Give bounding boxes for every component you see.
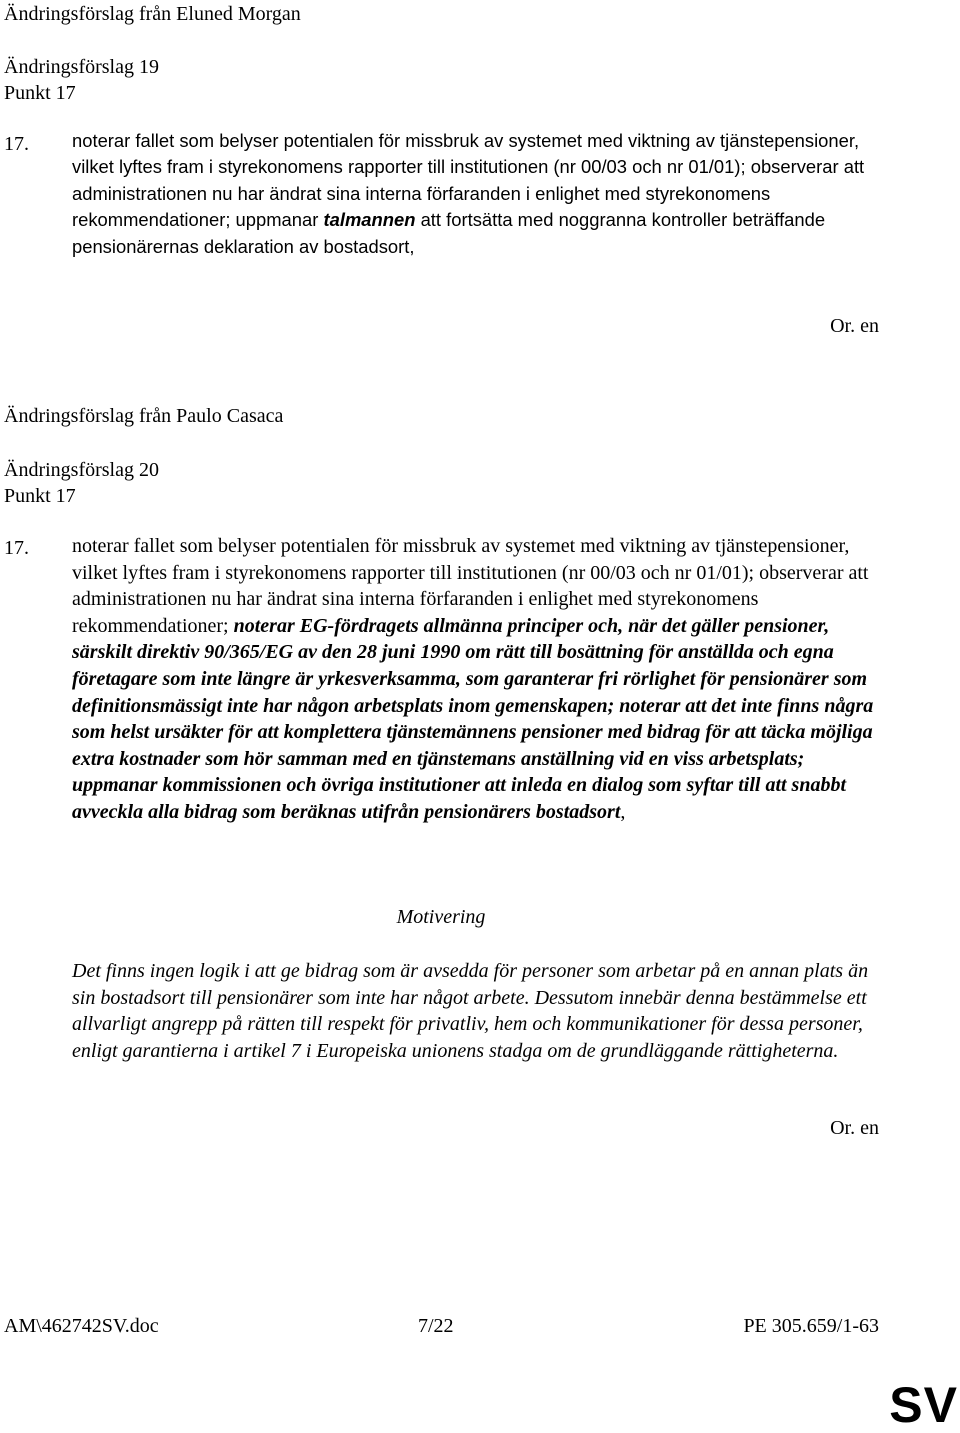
amendment-point: Punkt 17 [4, 485, 76, 507]
amendment-point: Punkt 17 [4, 82, 76, 104]
amendment-text [72, 533, 882, 826]
amendment-text-plain: noterar fallet som belyser potentialen för missbruk av systemet med viktning av tjänstepensioner, vilket lyftes fram i styrekonomens rapporter till institutionen (nr 00/03 och nr 01/01); observerar att administrationen nu har ändrat sina interna förfaranden i enlighet med styrekonomens rekommendationer; [72, 535, 869, 637]
amendment-number: Ändringsförslag 19 [4, 56, 159, 78]
footer-page-number: 7/22 [418, 1315, 454, 1337]
justification-heading: Motivering [396, 906, 486, 928]
amendment-author: Ändringsförslag från Paulo Casaca [4, 405, 284, 427]
amendment-number: Ändringsförslag 20 [4, 459, 159, 481]
language-badge: SV [889, 1377, 958, 1433]
amendment-text [72, 128, 882, 260]
paragraph-number: 17. [4, 133, 29, 155]
amendment-author: Ändringsförslag från Eluned Morgan [4, 3, 301, 25]
paragraph-number: 17. [4, 537, 29, 559]
amendment-text-plain: noterar fallet som belyser potentialen för missbruk av systemet med viktning av tjänstepensioner, vilket lyftes fram i styrekonomens rapporter till institutionen (nr 00/03 och nr 01/01); observerar att administrationen nu har ändrat sina interna förfaranden i enlighet med styrekonomens rekommendationer; uppmanar [72, 130, 865, 231]
amendment-text-emphasis: talmannen [323, 209, 416, 231]
footer-pe-ref: PE 305.659/1-63 [743, 1315, 879, 1337]
amendment-text-tail: att fortsätta med noggranna kontroller beträffande pensionärernas deklaration av bostadsort, [72, 209, 826, 257]
original-language: Or. en [830, 315, 879, 337]
justification-text: Det finns ingen logik i att ge bidrag som är avsedda för personer som arbetar på en annan plats än sin bostadsort till pensionärer som inte har något arbete. Dessutom innebär denna bestämmelse ett allvarligt angrepp på rätten till respekt för privatliv, hem och kommunikationer för dessa personer, enligt garantierna i artikel 7 i Europeiska unionens stadga om de grundläggande rättigheterna. [72, 960, 869, 1062]
amendment-text-tail: , [620, 800, 626, 823]
footer-doc-ref: AM\462742SV.doc [4, 1315, 159, 1337]
amendment-text-emphasis: noterar EG-fördragets allmänna principer och, när det gäller pensioner, särskilt direktiv 90/365/EG av den 28 juni 1990 om rätt till bosättning för anställda och egna företagare som inte längre är yrkesverksamma, som garanterar fri rörlighet för pensionärer som definitionsmässigt inte har någon arbetsplats inom gemenskapen; noterar att det inte finns några som helst ursäkter för att komplettera tjänstemännens pensioner med bidrag för att täcka möjliga extra kostnader som hör samman med en tjänstemans anställning vid en viss arbetsplats; uppmanar kommissionen och övriga institutioner att inleda en dialog som syftar till att snabbt avveckla alla bidrag som beräknas utifrån pensionärers bostadsort [72, 614, 874, 823]
original-language: Or. en [830, 1117, 879, 1139]
